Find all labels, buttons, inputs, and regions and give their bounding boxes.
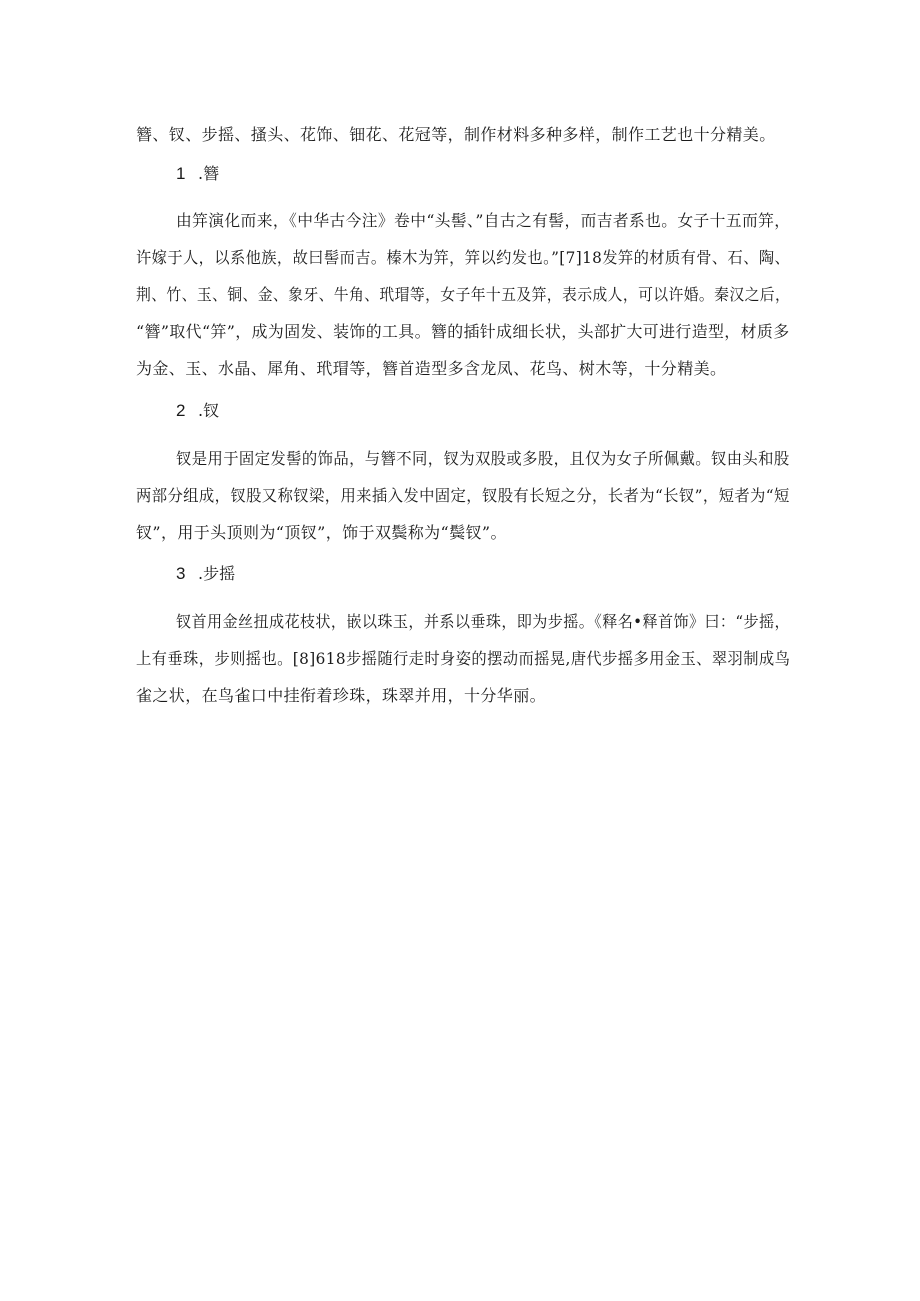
section-heading-1 — [176, 163, 219, 185]
intro-paragraph-line: 簪、钗、步摇、搔头、花饰、钿花、花冠等，制作材料多种多样，制作工艺也十分精美。 — [136, 125, 776, 144]
paragraph-line: 许嫁于人，以系他族，故曰髻而吉。榛木为笄，笄以约发也。”[7]18发笄的材质有骨、石、陶、 — [136, 248, 791, 267]
section-number: 2 — [176, 401, 186, 420]
paragraph-line: 雀之状，在鸟雀口中挂衔着珍珠，珠翠并用，十分华丽。 — [136, 686, 547, 705]
paragraph-line: 由笄演化而来，《中华古今注》卷中“头髻、”自古之有髻，而吉者系也。女子十五而笄， — [176, 211, 791, 230]
section-title: .簪 — [198, 164, 220, 183]
section-number: 1 — [176, 164, 186, 183]
paragraph-line: 钗是用于固定发髻的饰品，与簪不同，钗为双股或多股，且仅为女子所佩戴。钗由头和股 — [176, 449, 790, 468]
section-title: .钗 — [198, 401, 220, 420]
paragraph-line: 钗”，用于头顶则为“顶钗”，饰于双鬓称为“鬓钗”。 — [136, 523, 507, 542]
paragraph-line: 上有垂珠，步则摇也。[8]618步摇随行走时身姿的摆动而摇晃,唐代步摇多用金玉、翠羽制成鸟 — [136, 649, 791, 668]
paragraph-line: 荆、竹、玉、铜、金、象牙、牛角、玳瑁等，女子年十五及笄，表示成人，可以许婚。秦汉之后， — [136, 285, 791, 304]
paragraph-line: “簪”取代“笄”，成为固发、装饰的工具。簪的插针成细长状，头部扩大可进行造型，材质多 — [136, 322, 790, 341]
section-heading-2 — [176, 400, 219, 422]
paragraph-line: 两部分组成，钗股又称钗梁，用来插入发中固定，钗股有长短之分，长者为“长钗”，短者为“短 — [136, 486, 790, 505]
paragraph-line: 钗首用金丝扭成花枝状，嵌以珠玉，并系以垂珠，即为步摇。《释名•释首饰》曰：“步摇， — [176, 612, 791, 631]
section-title: .步摇 — [198, 564, 236, 583]
paragraph-line: 为金、玉、水晶、犀角、玳瑁等，簪首造型多含龙凤、花鸟、树木等，十分精美。 — [136, 359, 727, 378]
section-number: 3 — [176, 564, 186, 583]
section-heading-3 — [176, 563, 235, 585]
